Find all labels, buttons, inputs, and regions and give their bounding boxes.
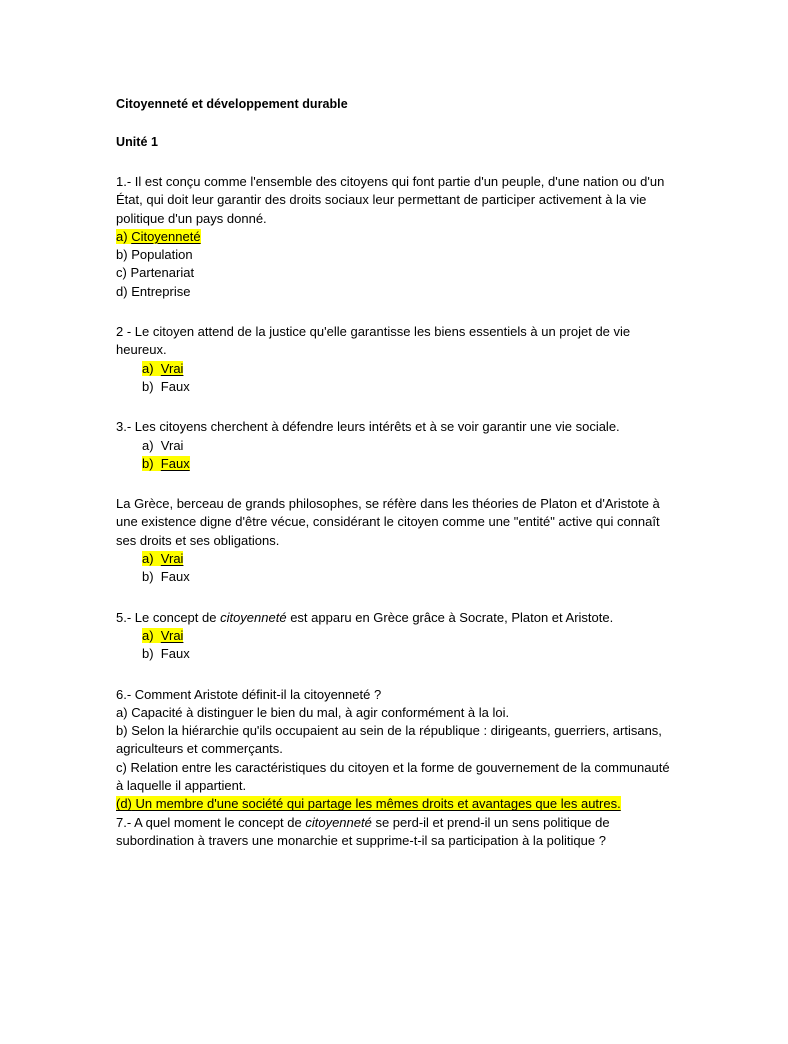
question-3-prompt: 3.- Les citoyens cherchent à défendre leurs intérêts et à se voir garantir une vie sociale. [116,419,620,435]
question-4-prompt: La Grèce, berceau de grands philosophes, se réfère dans les théories de Platon et d'Aristote à une existence digne d'être vécue, considérant le citoyen comme une "entité" active qui connaît ses droits et ses obligations. [116,496,660,548]
option-a-marker: a) [142,437,154,453]
option-b-marker: b) [142,646,154,662]
question-5-prompt-emphasis: citoyenneté [220,609,287,625]
option-b-highlight [142,456,190,471]
option-a-marker: a) [142,551,154,567]
option-a-marker: a) [116,704,128,720]
question-4-options [116,550,672,587]
option-a-gap [154,551,161,566]
option-b[interactable] [142,378,672,396]
option-b[interactable] [116,722,672,759]
option-c-label: Partenariat [130,265,195,281]
document-body [116,96,672,850]
question-6-options [116,704,672,814]
question-2-options [116,360,672,397]
option-b-marker: b) [116,247,128,263]
option-b-marker: b) [142,378,154,394]
question-7-prompt-before: 7.- A quel moment le concept de [116,814,306,830]
option-c-marker: c) [116,265,127,281]
question-2-prompt: 2 - Le citoyen attend de la justice qu'elle garantisse les biens essentiels à un projet de vie heureux. [116,324,631,358]
option-b-gap [154,456,161,471]
option-b-marker: b) [116,723,128,739]
option-a-label: Capacité à distinguer le bien du mal, à agir conformément à la loi. [131,704,510,720]
option-d-marker: (d) [116,796,132,812]
document-title: Citoyenneté et développement durable [116,97,348,111]
option-b[interactable] [142,455,672,473]
option-b-label: Population [131,247,193,263]
option-a-highlight [142,361,183,376]
option-d-marker: d) [116,283,128,299]
option-c[interactable] [116,264,672,282]
question-1-prompt: 1.- Il est conçu comme l'ensemble des citoyens qui font partie d'un peuple, d'une nation ou d'un État, qui doit leur garantir des droits sociaux leur permettant de participer activement à la vie politique d'un pays donné. [116,174,665,226]
option-a[interactable] [142,437,672,455]
option-b-marker: b) [142,569,154,585]
option-b-label: Faux [160,646,190,662]
question-5-options [116,627,672,664]
option-a-marker: a) [142,360,154,376]
option-b-gap [154,379,161,394]
option-a[interactable] [116,228,672,246]
option-b-gap [154,646,161,661]
option-a-label: Vrai [160,551,184,567]
option-a[interactable] [116,704,672,722]
option-d-label: Un membre d'une société qui partage les mêmes droits et avantages que les autres. [135,796,621,812]
option-a-label: Citoyenneté [131,228,201,244]
option-b-label: Selon la hiérarchie qu'ils occupaient au sein de la république : dirigeants, guerriers, artisans, agriculteurs et commerçants. [116,723,662,757]
question-7-prompt-after: se perd-il et prend-il un sens politique de subordination à travers une monarchie et supprime-t-il sa participation à la politique ? [116,814,610,848]
option-a-marker: a) [142,627,154,643]
option-a-highlight [142,551,183,566]
option-a[interactable] [142,360,672,378]
question-7-prompt [116,814,672,851]
option-d[interactable] [116,283,672,301]
option-a-label: Vrai [160,627,184,643]
option-b[interactable] [142,645,672,663]
question-1-options [116,228,672,301]
question-5-prompt [116,609,672,627]
option-c-label: Relation entre les caractéristiques du citoyen et la forme de gouvernement de la communauté à laquelle il appartient. [116,759,670,794]
question-3-options [116,437,672,474]
unit-heading: Unité 1 [116,135,159,149]
option-a-highlight [142,628,183,643]
question-7-prompt-emphasis: citoyenneté [305,814,372,830]
option-b-gap [154,569,161,584]
option-b-label: Faux [160,378,190,394]
option-d-highlight [116,796,621,811]
option-a-gap [154,361,161,376]
option-a[interactable] [142,550,672,568]
question-5-prompt-before: 5.- Le concept de [116,609,221,625]
option-d[interactable] [116,795,672,813]
option-b[interactable] [116,246,672,264]
option-a-gap [154,438,161,453]
option-a-gap [154,628,161,643]
option-a-marker: a) [116,228,128,244]
option-c-marker: c) [116,759,127,775]
option-a[interactable] [142,627,672,645]
option-c[interactable] [116,759,672,796]
option-b-marker: b) [142,455,154,471]
option-d-label: Entreprise [131,283,191,299]
option-b[interactable] [142,568,672,586]
question-6-prompt: 6.- Comment Aristote définit-il la citoyenneté ? [116,686,382,702]
question-5-prompt-after: est apparu en Grèce grâce à Socrate, Platon et Aristote. [286,609,614,625]
option-a-label: Vrai [160,360,184,376]
option-b-label: Faux [160,455,190,471]
option-a-highlight [116,229,201,244]
option-a-label: Vrai [160,437,184,453]
option-b-label: Faux [160,569,190,585]
